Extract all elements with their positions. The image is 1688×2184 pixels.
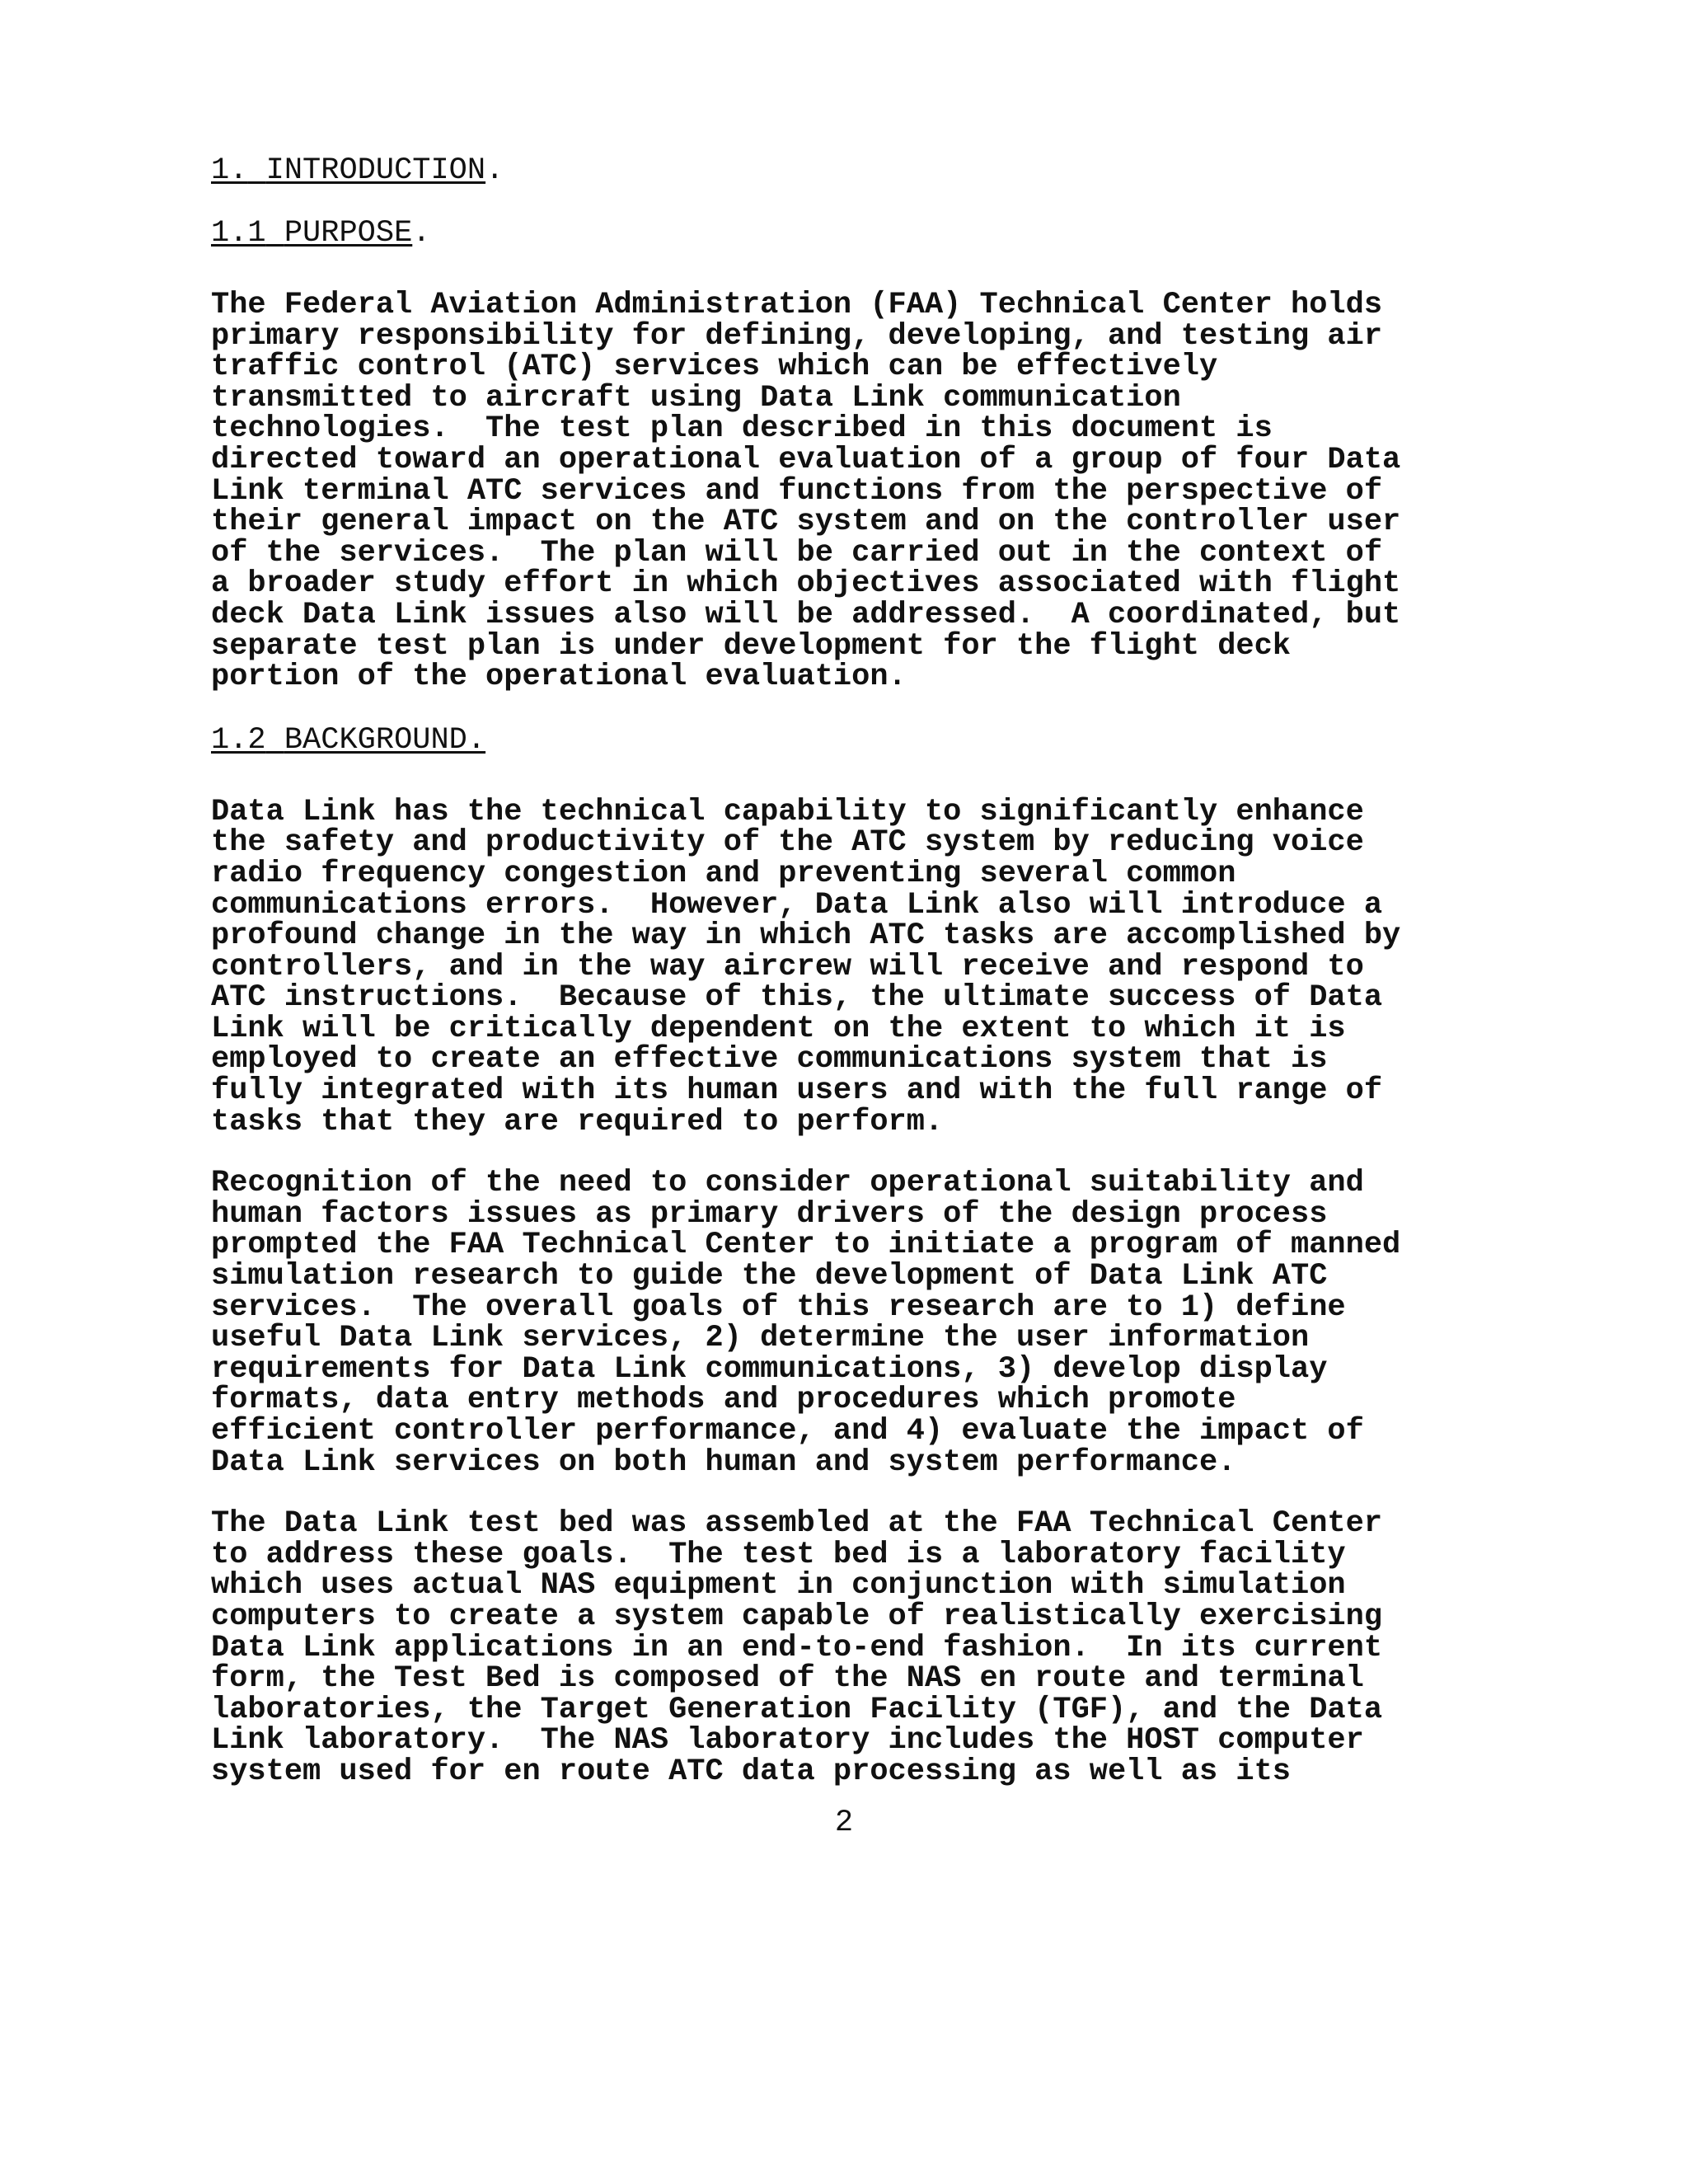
section-heading-text: INTRODUCTION (265, 153, 486, 188)
section-heading-background (211, 722, 1530, 758)
page-content (211, 155, 1530, 1788)
text-line: efficient controller performance, and 4) evaluate the impact of (211, 1414, 1364, 1449)
text-line: system used for en route ATC data processing as well as its (211, 1754, 1292, 1789)
text-line: a broader study effort in which objectives associated with flight (211, 566, 1401, 602)
text-line: deck Data Link issues also will be addressed. A coordinated, but (211, 597, 1401, 632)
text-line: transmitted to aircraft using Data Link communication (211, 380, 1181, 416)
text-line: traffic control (ATC) services which can be effectively (211, 350, 1218, 385)
text-line: The Federal Aviation Administration (FAA) Technical Center holds (211, 288, 1383, 322)
text-line: separate test plan is under development for the flight deck (211, 628, 1292, 664)
text-line: form, the Test Bed is composed of the NAS en route and terminal (211, 1661, 1364, 1697)
text-line: ATC instructions. Because of this, the ultimate success of Data (211, 980, 1383, 1016)
section-heading-text: PURPOSE (284, 216, 413, 251)
text-line: useful Data Link services, 2) determine the user information (211, 1321, 1310, 1356)
text-line: fully integrated with its human users and with the full range of (211, 1073, 1383, 1109)
text-line: formats, data entry methods and procedures which promote (211, 1383, 1236, 1418)
text-line: Data Link has the technical capability to significantly enhance (211, 794, 1364, 829)
section-heading-purpose: 1.1 PURPOSE. (211, 216, 431, 251)
text-line: Link laboratory. The NAS laboratory includes the HOST computer (211, 1723, 1364, 1759)
section-heading-number: 1.1 (211, 216, 266, 251)
section-heading-number: 1. (211, 153, 248, 188)
text-line: portion of the operational evaluation. (211, 660, 907, 695)
text-line: tasks that they are required to perform. (211, 1104, 944, 1139)
text-line: to address these goals. The test bed is a laboratory facility (211, 1537, 1346, 1572)
paragraph-background-1 (211, 794, 1530, 1139)
text-line: employed to create an effective communications system that is (211, 1042, 1328, 1078)
text-line: which uses actual NAS equipment in conjunction with simulation (211, 1568, 1346, 1604)
text-line: laboratories, the Target Generation Facility (TGF), and the Data (211, 1692, 1383, 1727)
text-line: directed toward an operational evaluation of a group of four Data (211, 442, 1401, 477)
section-heading-text: BACKGROUND. (284, 722, 486, 758)
paragraph-background-3 (211, 1506, 1530, 1789)
text-line: computers to create a system capable of realistically exercising (211, 1599, 1383, 1634)
text-line: services. The overall goals of this research are to 1) define (211, 1289, 1346, 1325)
paragraph-purpose (211, 290, 1530, 693)
text-line: prompted the FAA Technical Center to initiate a program of manned (211, 1228, 1401, 1263)
text-line: of the services. The plan will be carried out in the context of (211, 535, 1383, 571)
text-line: controllers, and in the way aircrew will receive and respond to (211, 949, 1364, 984)
paragraph-background-2 (211, 1168, 1530, 1478)
text-line: Recognition of the need to consider operational suitability and (211, 1166, 1364, 1201)
text-line: radio frequency congestion and preventing several common (211, 856, 1236, 891)
text-line: communications errors. However, Data Link also will introduce a (211, 887, 1383, 923)
text-line: Data Link services on both human and system performance. (211, 1444, 1236, 1480)
text-line: The Data Link test bed was assembled at the FAA Technical Center (211, 1506, 1383, 1542)
text-line: technologies. The test plan described in this document is (211, 411, 1273, 447)
text-line: requirements for Data Link communications, 3) develop display (211, 1351, 1328, 1387)
text-line: their general impact on the ATC system and on the controller user (211, 505, 1401, 540)
text-line: Data Link applications in an end-to-end fashion. In its current (211, 1630, 1383, 1665)
text-line: Link will be critically dependent on the extent to which it is (211, 1011, 1346, 1046)
text-line: Link terminal ATC services and functions from the perspective of (211, 473, 1383, 509)
text-line: simulation research to guide the development of Data Link ATC (211, 1259, 1328, 1294)
text-line: the safety and productivity of the ATC system by reducing voice (211, 825, 1364, 861)
text-line: profound change in the way in which ATC tasks are accomplished by (211, 918, 1401, 954)
section-heading-introduction: 1. INTRODUCTION. (211, 153, 504, 188)
page-number: 2 (834, 1806, 854, 1840)
text-line: human factors issues as primary drivers of the design process (211, 1196, 1328, 1232)
text-line: primary responsibility for defining, developing, and testing air (211, 318, 1383, 354)
section-heading-number: 1.2 (211, 722, 266, 758)
